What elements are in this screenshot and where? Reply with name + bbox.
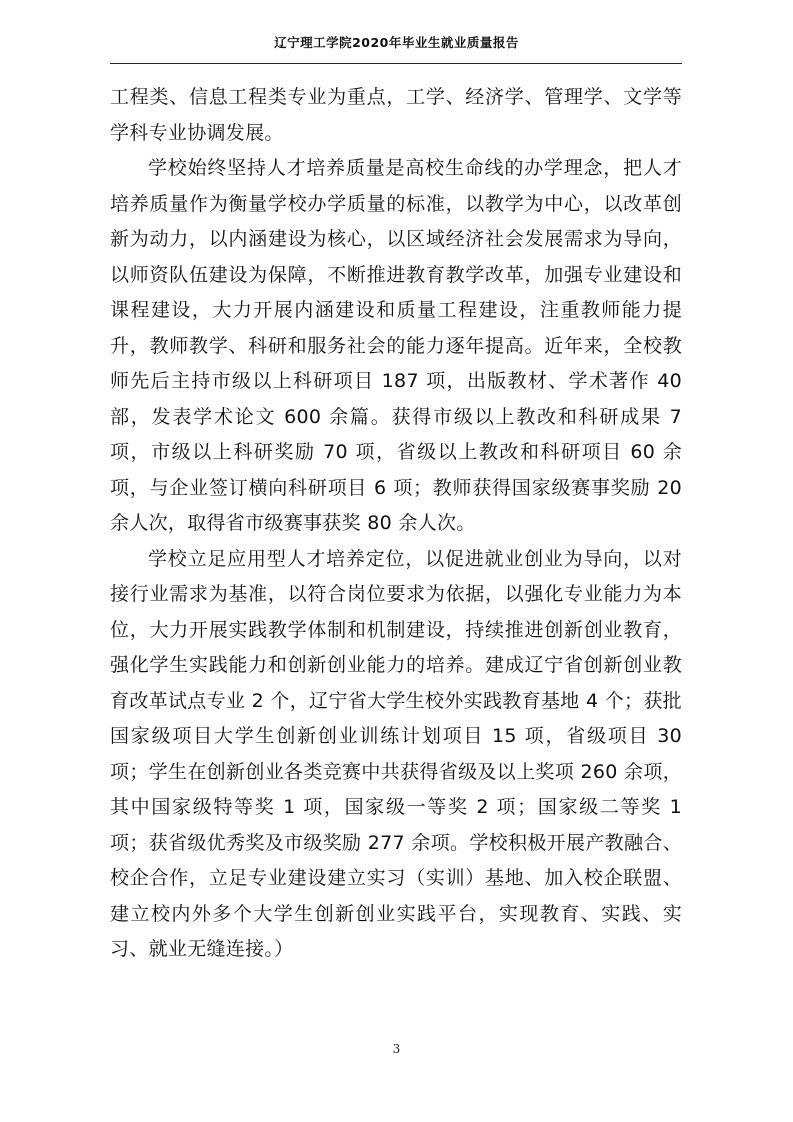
page-number: 3 [392,1042,401,1056]
running-header-title: 辽宁理工学院2020年毕业生就业质量报告 [274,35,519,50]
header-divider [110,63,682,64]
document-body [110,80,682,968]
paragraph-continuation: 工程类、信息工程类专业为重点，工学、经济学、管理学、文学等学科专业协调发展。 [110,86,682,144]
paragraph-applied-talent: 学校立足应用型人才培养定位，以促进就业创业为导向，以对接行业需求为基准，以符合岗位要求为依据，以强化专业能力为本位，大力开展实践教学体制和机制建设，持续推进创新创业教育，强化学生实践能力和创新创业能力的培养。建成辽宁省创新创业教育改革试点专业 2 个，辽宁省大学生校外实践教育基地 4 个；获批国家级项目大学生创新创业训练计划项目 15 项，省级项目 30 项；学生在创新创业各类竞赛中共获得省级及以上奖项 260 余项，其中国家级特等奖 1 项，国家级一等奖 2 项；国家级二等奖 1 项；获省级优秀奖及市级奖励 277 余项。学校积极开展产教融合、校企合作，立足专业建设建立实习（实训）基地、加入校企联盟、建立校内外多个大学生创新创业实践平台，实现教育、实践、实习、就业无缝连接。） [110,547,682,960]
paragraph-teaching-quality: 学校始终坚持人才培养质量是高校生命线的办学理念，把人才培养质量作为衡量学校办学质量的标准，以教学为中心，以改革创新为动力，以内涵建设为核心，以区域经济社会发展需求为导向，以师资队伍建设为保障，不断推进教育教学改革，加强专业建设和课程建设，大力开展内涵建设和质量工程建设，注重教师能力提升，教师教学、科研和服务社会的能力逐年提高。近年来，全校教师先后主持市级以上科研项目 187 项，出版教材、学术著作 40 部，发表学术论文 600 余篇。获得市级以上教改和科研成果 7 项，市级以上科研奖励 70 项，省级以上教改和科研项目 60 余项，与企业签订横向科研项目 6 项；教师获得国家级赛事奖励 20 余人次，取得省市级赛事获奖 80 余人次。 [110,157,682,534]
